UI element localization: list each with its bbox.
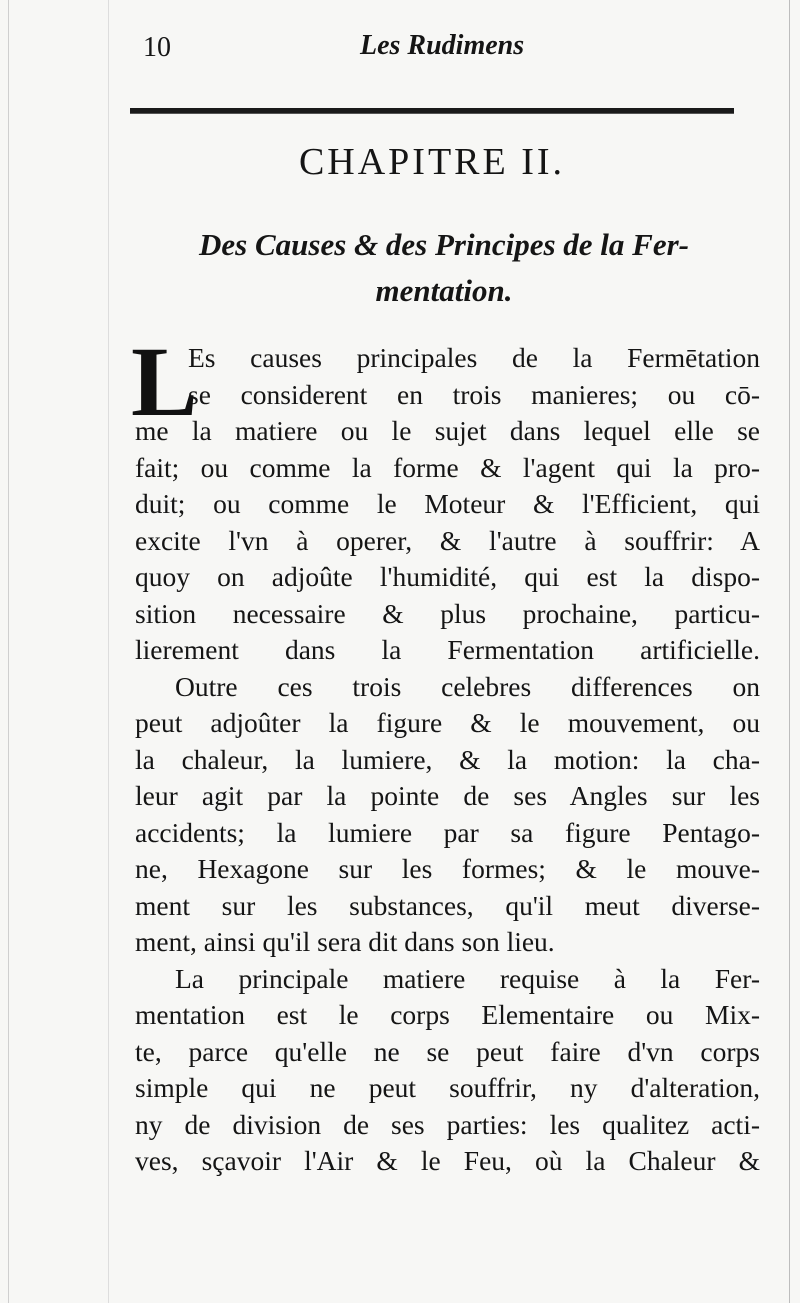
page-number: 10: [143, 32, 171, 63]
chapter-heading: CHAPITRE II.: [298, 141, 566, 183]
page-edge-left: [8, 0, 9, 1303]
body-text: [131, 326, 760, 1180]
text-line: accidents; la lumiere par sa figure Pentago-: [135, 816, 760, 848]
text-line: mentation est le corps Elementaire ou Mix-: [135, 999, 760, 1030]
text-line: peut adjoûter la figure & le mouvement, ou: [135, 707, 760, 738]
running-head: [135, 28, 735, 68]
text-line: ves, sçavoir l'Air & le Feu, où la Chaleur &: [135, 1145, 760, 1176]
text-line: ment, ainsi qu'il sera dit dans son lieu.: [135, 926, 555, 957]
chapter-subtitle: [124, 222, 764, 314]
text-line: la chaleur, la lumiere, & la motion: la cha-: [135, 743, 760, 775]
text-line: Outre ces trois celebres differences on: [175, 670, 760, 702]
text-line: excite l'vn à operer, & l'autre à souffrir: A: [135, 524, 760, 556]
text-line: lierement dans la Fermentation artificielle.: [135, 634, 760, 665]
subtitle-line-2: mentation.: [375, 273, 513, 308]
text-line: simple qui ne peut souffrir, ny d'alteration,: [135, 1072, 760, 1103]
running-title: Les Rudimens: [360, 30, 525, 61]
text-line: te, parce qu'elle ne se peut faire d'vn corps: [135, 1035, 760, 1067]
page-edge-inner: [108, 0, 109, 1303]
text-line: ny de division de ses parties: les qualitez acti-: [135, 1108, 760, 1140]
page-edge-right: [789, 0, 790, 1303]
text-line: me la matiere ou le sujet dans lequel elle se: [135, 415, 760, 446]
text-line: duit; ou comme le Moteur & l'Efficient, qui: [135, 488, 760, 519]
text-line: se considerent en trois manieres; ou cō-: [188, 378, 760, 410]
text-line: leur agit par la pointe de ses Angles sur les: [135, 780, 760, 811]
text-line: ment sur les substances, qu'il meut diverse-: [135, 889, 760, 921]
text-line: sition necessaire & plus prochaine, particu-: [135, 597, 760, 629]
text-line: ne, Hexagone sur les formes; & le mouve-: [135, 853, 760, 884]
text-line: quoy on adjoûte l'humidité, qui est la dispo-: [135, 561, 760, 592]
subtitle-line-1: Des Causes & des Principes de la Fer-: [199, 227, 689, 262]
text-line: La principale matiere requise à la Fer-: [175, 962, 760, 994]
text-line: fait; ou comme la forme & l'agent qui la pro-: [135, 451, 760, 483]
drop-cap: L: [131, 326, 198, 437]
header-rule: [130, 108, 734, 114]
text-line: Es causes principales de la Fermētation: [188, 342, 760, 373]
